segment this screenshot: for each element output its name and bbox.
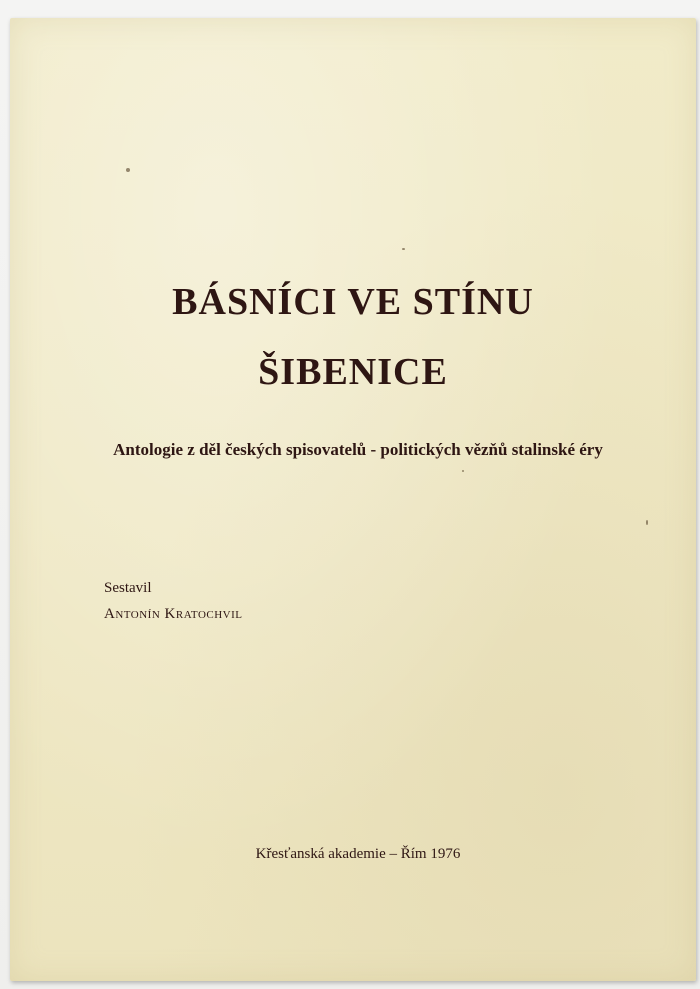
subtitle: Antologie z děl českých spisovatelů - politických vězňů stalinské éry [113,440,603,459]
paper-speck [462,470,464,472]
paper-speck [402,248,405,250]
paper-speck [126,168,130,172]
publisher-line: Křesťanská akademie – Řím 1976 [255,846,461,862]
title-line-2: ŠIBENICE [258,351,448,393]
book-cover [10,18,696,981]
paper-speck [646,520,648,525]
compiler-name: Antonín Kratochvil [104,606,243,622]
title-line-1: BÁSNÍCI VE STÍNU [172,281,534,323]
compiler-label: Sestavil [104,580,152,596]
